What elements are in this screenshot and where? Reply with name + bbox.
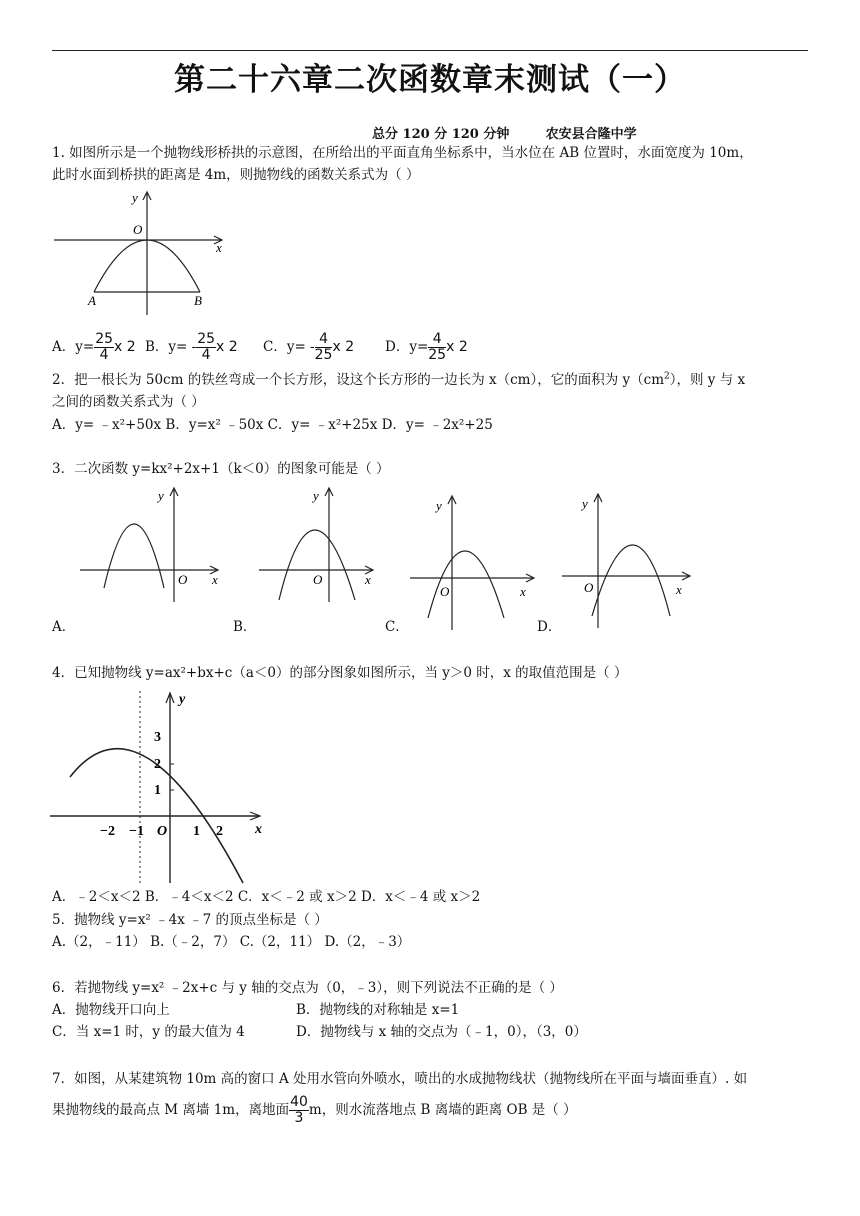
svg-text:−1: −1 — [129, 824, 144, 839]
svg-text:x: x — [676, 582, 682, 597]
q3-option-c: C． — [385, 619, 409, 635]
svg-text:O: O — [157, 824, 168, 839]
q4-options: A．﹣2＜x＜2 B．﹣4＜x＜2 C．x＜﹣2 或 x＞2 D．x＜﹣4 或 x＞2 — [52, 889, 481, 905]
svg-text:3: 3 — [154, 730, 161, 745]
q5-options: A.（2，﹣11） B.（﹣2，7） C.（2，11） D.（2，﹣3） — [52, 934, 411, 950]
q1-origin-label: O — [133, 222, 143, 237]
svg-text:−2: −2 — [100, 824, 115, 839]
q1-figure — [50, 188, 240, 318]
q1-point-b: B — [194, 293, 202, 308]
q3-option-b: B． — [233, 619, 257, 635]
q1-x-label: x — [216, 240, 222, 255]
svg-text:y: y — [436, 498, 442, 513]
q2-line2: 之间的函数关系式为（ ） — [52, 394, 205, 410]
q1-option-d: D．y= $\frac{4}{25}$ x 2 — [385, 331, 468, 363]
svg-text:y: y — [582, 496, 588, 511]
q3-graph-d — [560, 490, 695, 630]
q1-option-c: C．y= - $\frac{4}{25}$ x 2 — [263, 331, 355, 363]
q3-graph-b — [257, 484, 377, 604]
svg-text:O: O — [440, 584, 450, 599]
q3-graph-c — [408, 492, 538, 632]
svg-text:O: O — [313, 572, 323, 587]
q1-option-a: A．y= $\frac{25}{4}$ x 2 — [52, 331, 136, 363]
q6-option-c: C．当 x=1 时，y 的最大值为 4 — [52, 1024, 245, 1040]
q3-option-a: A． — [52, 619, 76, 635]
page-title: 第二十六章二次函数章末测试（一） — [174, 62, 686, 98]
svg-text:1: 1 — [154, 783, 161, 798]
q1-point-a: A — [88, 293, 96, 308]
svg-text:1: 1 — [193, 824, 200, 839]
q6-option-d: D．抛物线与 x 轴的交点为（﹣1，0），（3，0） — [296, 1024, 587, 1040]
q1-line2: 此时水面到桥拱的距离是 4m，则抛物线的函数关系式为（ ） — [52, 167, 420, 183]
q3-stem: 3．二次函数 y=kx²+2x+1（k＜0）的图象可能是（ ） — [52, 461, 390, 477]
svg-text:x: x — [365, 572, 371, 587]
svg-text:x: x — [520, 584, 526, 599]
q6-option-b: B．抛物线的对称轴是 x=1 — [296, 1002, 460, 1018]
q1-y-label: y — [132, 190, 138, 205]
q2-options: A．y= ﹣x²+50x B．y=x² ﹣50x C．y= ﹣x²+25x D．y= ﹣2x²+25 — [52, 417, 493, 433]
svg-text:x: x — [255, 822, 262, 837]
q3-option-d: D． — [537, 619, 562, 635]
q2-line1: 2．把一根长为 50cm 的铁丝弯成一个长方形，设这个长方形的一边长为 x（cm），它的面积为 $y(cm^2)$，则 y 与 x — [52, 371, 746, 388]
svg-text:2: 2 — [216, 824, 223, 839]
q5-stem: 5．抛物线 y=x² ﹣4x ﹣7 的顶点坐标是（ ） — [52, 912, 328, 928]
svg-text:y: y — [313, 488, 319, 503]
page-subtitle: 总分 120 分 120 分钟 农安县合隆中学 — [372, 127, 637, 142]
q6-option-a: A．抛物线开口向上 — [52, 1002, 170, 1018]
q6-stem: 6．若抛物线 y=x² ﹣2x+c 与 y 轴的交点为（0，﹣3），则下列说法不正确的是（ ） — [52, 980, 563, 996]
svg-text:y: y — [158, 488, 164, 503]
q7-line1: 7．如图，从某建筑物 10m 高的窗口 A 处用水管向外喷水，喷出的水成抛物线状（抛物线所在平面与墙面垂直）. 如 — [52, 1071, 748, 1087]
q4-figure — [50, 685, 285, 885]
svg-text:O: O — [178, 572, 188, 587]
svg-text:x: x — [212, 572, 218, 587]
q1-option-b: B．y= - $\frac{25}{4}$ x 2 — [145, 331, 238, 363]
svg-text:2: 2 — [154, 757, 161, 772]
q4-stem: 4．已知抛物线 y=ax²+bx+c（a＜0）的部分图象如图所示，当 y＞0 时，x 的取值范围是（ ） — [52, 665, 628, 681]
q7-line2: 果抛物线的最高点 M 离墙 1m，离地面 $\frac{40}{3}$ m，则水流落地点 B 离墙的距离 OB 是（ ） — [52, 1094, 577, 1126]
svg-text:y: y — [179, 692, 186, 707]
q1-line1: 1. 如图所示是一个抛物线形桥拱的示意图，在所给出的平面直角坐标系中，当水位在 AB 位置时，水面宽度为 10m， — [52, 145, 753, 161]
svg-text:O: O — [584, 580, 594, 595]
q3-graph-a — [78, 484, 223, 604]
top-rule — [52, 50, 808, 51]
